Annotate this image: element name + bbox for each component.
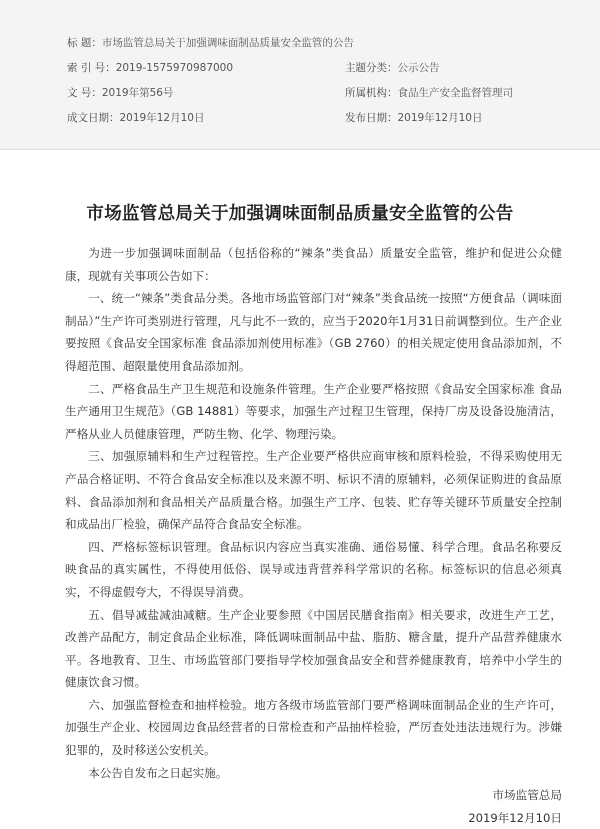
- meta-row-dates: [67, 110, 567, 126]
- paragraph-3: 三、加强原辅料和生产过程管控。生产企业要严格供应商审核和原料检验，不得采购使用无产品合格证明、不符合食品安全标准以及来源不明、标识不清的原辅料，必须保证购进的食品原料、食品添加剂和食品相关产品质量合格。加强生产工序、包装、贮存等关键环节质量安全控制和成品出厂检验，确保产品符合食品安全标准。: [65, 449, 562, 532]
- paragraph-5: 五、倡导减盐减油减糖。生产企业要参照《中国居民膳食指南》相关要求，改进生产工艺，改善产品配方，制定食品企业标准，降低调味面制品中盐、脂肪、糖含量，提升产品营养健康水平。各地教育、卫生、市场监管部门要指导学校加强食品安全和营养健康教育，培养中小学生的健康饮食习惯。: [65, 607, 562, 690]
- org-label: 所属机构：: [345, 87, 398, 99]
- title-label: 标 题：: [67, 37, 102, 49]
- meta-row-title: [67, 35, 567, 51]
- paragraph-6: 六、加强监督检查和抽样检验。地方各级市场监管部门要严格调味面制品企业的生产许可，加强生产企业、校园周边食品经营者的日常检查和产品抽样检验，严厉查处违法违规行为。涉嫌犯罪的，及时移送公安机关。: [65, 697, 562, 758]
- topic-label: 主题分类：: [345, 62, 398, 74]
- publish-date-label: 发布日期：: [345, 112, 398, 124]
- index-label: 索 引 号：: [67, 62, 116, 74]
- publish-date-value: 2019年12月10日: [397, 112, 483, 124]
- meta-row-index: [67, 60, 567, 76]
- document-body: [65, 242, 562, 829]
- document-metadata-panel: [0, 0, 600, 150]
- docno-value: 2019年第56号: [101, 87, 174, 99]
- meta-row-docno: [67, 85, 567, 101]
- paragraph-1: 一、统一“辣条”类食品分类。各地市场监管部门对“辣条”类食品统一按照“方便食品（调味面制品）”生产许可类别进行管理，凡与此不一致的，应当于2020年1月31日前调整到位。生产企业要按照《食品安全国家标准 食品添加剂使用标准》（GB 2760）的相关规定使用食品添加剂，不得超范围、超限量使用食品添加剂。: [65, 291, 562, 373]
- document-title: 市场监管总局关于加强调味面制品质量安全监管的公告: [86, 204, 514, 224]
- paragraph-intro: 为进一步加强调味面制品（包括俗称的“辣条”类食品）质量安全监管，维护和促进公众健康，现就有关事项公告如下：: [65, 246, 562, 283]
- paragraph-2: 二、严格食品生产卫生规范和设施条件管理。生产企业要严格按照《食品安全国家标准 食品生产通用卫生规范》（GB 14881）等要求，加强生产过程卫生管理，保持厂房及设备设施清洁，严格从业人员健康管理，严防生物、化学、物理污染。: [65, 381, 562, 441]
- topic-value: 公示公告: [397, 62, 440, 74]
- written-date-value: 2019年12月10日: [119, 112, 205, 124]
- paragraph-effective: 本公告自发布之日起实施。: [88, 765, 228, 780]
- title-value: 市场监管总局关于加强调味面制品质量安全监管的公告: [101, 37, 354, 49]
- signature-date: 2019年12月10日: [468, 810, 562, 825]
- paragraph-4: 四、严格标签标识管理。食品标识内容应当真实准确、通俗易懂、科学合理。食品名称要反映食品的真实属性，不得使用低俗、误导或违背营养科学常识的名称。标签标识的信息必须真实，不得虚假夸大，不得误导消费。: [65, 539, 562, 599]
- written-date-label: 成文日期：: [67, 112, 120, 124]
- org-value: 食品生产安全监督管理司: [397, 87, 513, 99]
- signature-issuer: 市场监管总局: [492, 788, 562, 803]
- docno-label: 文 号：: [67, 87, 102, 99]
- index-value: 2019-1575970987000: [115, 62, 234, 74]
